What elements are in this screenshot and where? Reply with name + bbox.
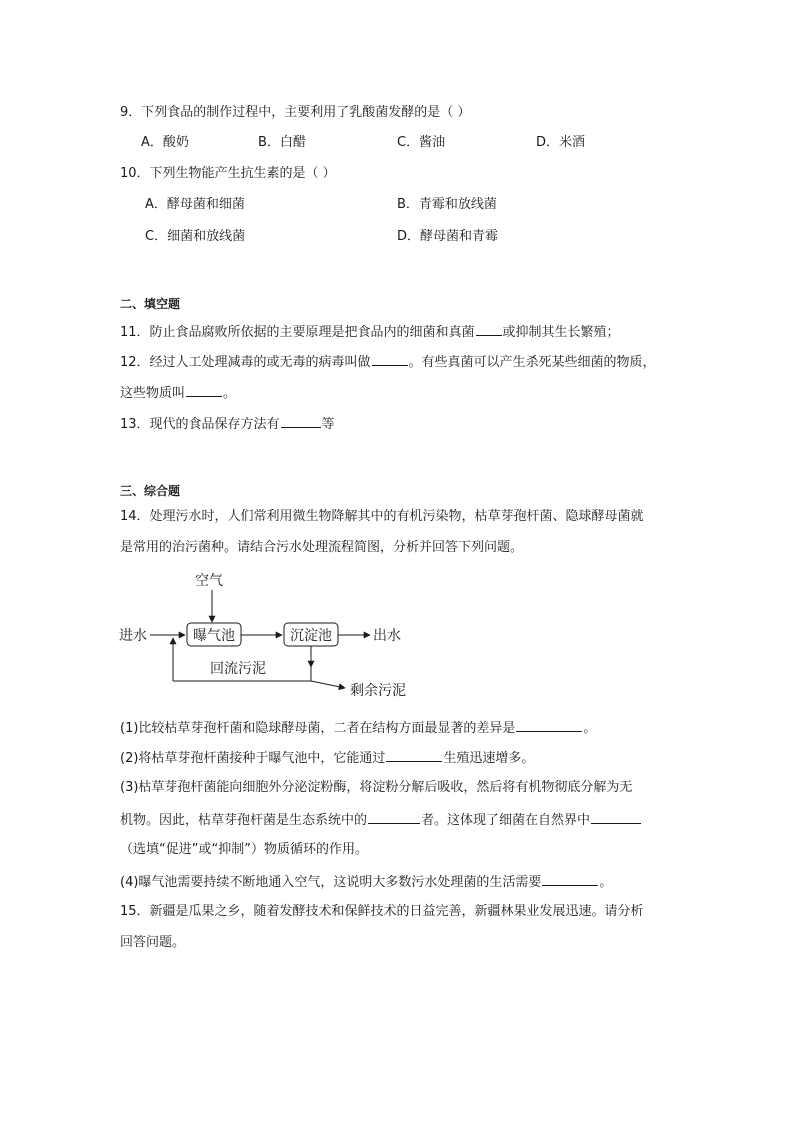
q14-part4-after: 。 — [599, 875, 613, 890]
q14-part4-blank — [542, 872, 598, 886]
q14-part1-blank — [516, 718, 582, 732]
q10-stem: 10．下列生物能产生抗生素的是（ ） — [120, 166, 336, 181]
q14-part1-before: (1)比较枯草芽孢杆菌和隐球酵母菌，二者在结构方面最显著的差异是 — [120, 721, 516, 736]
q12-text-before: 12．经过人工处理减毒的或无毒的病毒叫做 — [120, 355, 371, 370]
excess-sludge-arrow — [311, 681, 345, 688]
q10-option-b: B．青霉和放线菌 — [397, 197, 497, 212]
q10-option-d: D．酵母菌和青霉 — [397, 229, 499, 244]
q12-line2-after: 。 — [223, 386, 237, 401]
q11-text-before: 11．防止食品腐败所依据的主要原理是把食品内的细菌和真菌 — [120, 325, 475, 340]
q12-line1 — [120, 352, 656, 372]
diagram-outlet-label: 出水 — [373, 628, 401, 644]
q11-text-after: 或抑制其生长繁殖； — [502, 325, 620, 340]
q9-option-b: B．白醋 — [258, 135, 306, 150]
q9-option-d: D．米酒 — [536, 135, 586, 150]
section-title-fill-in: 二、填空题 — [120, 297, 181, 311]
q14-part2 — [120, 748, 534, 768]
q11-text — [120, 322, 620, 342]
q13-text-after: 等 — [321, 417, 335, 432]
q9-stem: 9．下列食品的制作过程中，主要利用了乳酸菌发酵的是（ ） — [120, 105, 471, 120]
q14-part3-blank-1 — [368, 810, 420, 824]
q14-line1: 14．处理污水时，人们常利用微生物降解其中的有机污染物，枯草芽孢杆菌、隐球酵母菌就 — [120, 509, 644, 524]
q15-line2: 回答问题。 — [120, 935, 186, 950]
q12-blank-1 — [372, 352, 408, 366]
q12-text-middle: 。有些真菌可以产生杀死某些细菌的物质， — [408, 355, 656, 370]
q14-part4 — [120, 872, 612, 892]
q14-part2-blank — [386, 748, 442, 762]
q14-part3-line2-before: 机物。因此，枯草芽孢杆菌是生态系统中的 — [120, 813, 368, 828]
q9-option-c: C．酱油 — [397, 135, 446, 150]
q14-part2-before: (2)将枯草芽孢杆菌接种于曝气池中，它能通过 — [120, 751, 386, 766]
q14-part2-after: 生殖迅速增多。 — [443, 751, 535, 766]
q12-line2-before: 这些物质叫 — [120, 386, 186, 401]
q10-option-a: A．酵母菌和细菌 — [145, 197, 245, 212]
q14-part3-line2 — [120, 810, 642, 830]
sewage-flow-diagram — [115, 568, 435, 704]
q13-text — [120, 414, 335, 434]
q14-part4-before: (4)曝气池需要持续不断地通入空气，这说明大多数污水处理菌的生活需要 — [120, 875, 542, 890]
q14-part3-line1: (3)枯草芽孢杆菌能向细胞外分泌淀粉酶，将淀粉分解后吸收，然后将有机物彻底分解为无 — [120, 780, 633, 795]
q14-part1-after: 。 — [583, 721, 597, 736]
q12-line2 — [120, 383, 236, 403]
q13-text-before: 13．现代的食品保存方法有 — [120, 417, 280, 432]
q14-part1 — [120, 718, 596, 738]
q14-line2: 是常用的治污菌种。请结合污水处理流程简图，分析并回答下列问题。 — [120, 540, 524, 555]
q12-blank-2 — [186, 383, 222, 397]
diagram-excess-sludge-label: 剩余污泥 — [350, 683, 406, 699]
diagram-return-sludge-label: 回流污泥 — [210, 661, 266, 677]
diagram-aeration-tank-label: 曝气池 — [193, 628, 235, 644]
q14-part3-blank-2 — [591, 810, 641, 824]
q14-part3-line2-mid: 者。这体现了细菌在自然界中 — [421, 813, 591, 828]
diagram-air-label: 空气 — [195, 573, 223, 589]
q13-blank — [281, 414, 321, 428]
q14-part3-line3: （选填“促进”或“抑制”）物质循环的作用。 — [120, 842, 368, 857]
section-title-comprehensive: 三、综合题 — [120, 484, 181, 498]
diagram-settling-tank-label: 沉淀池 — [290, 628, 332, 644]
q10-option-c: C．细菌和放线菌 — [145, 229, 246, 244]
q9-option-a: A．酸奶 — [141, 135, 189, 150]
q15-line1: 15．新疆是瓜果之乡，随着发酵技术和保鲜技术的日益完善，新疆林果业发展迅速。请分析 — [120, 904, 644, 919]
q11-blank — [476, 322, 502, 336]
diagram-inlet-label: 进水 — [119, 628, 147, 644]
